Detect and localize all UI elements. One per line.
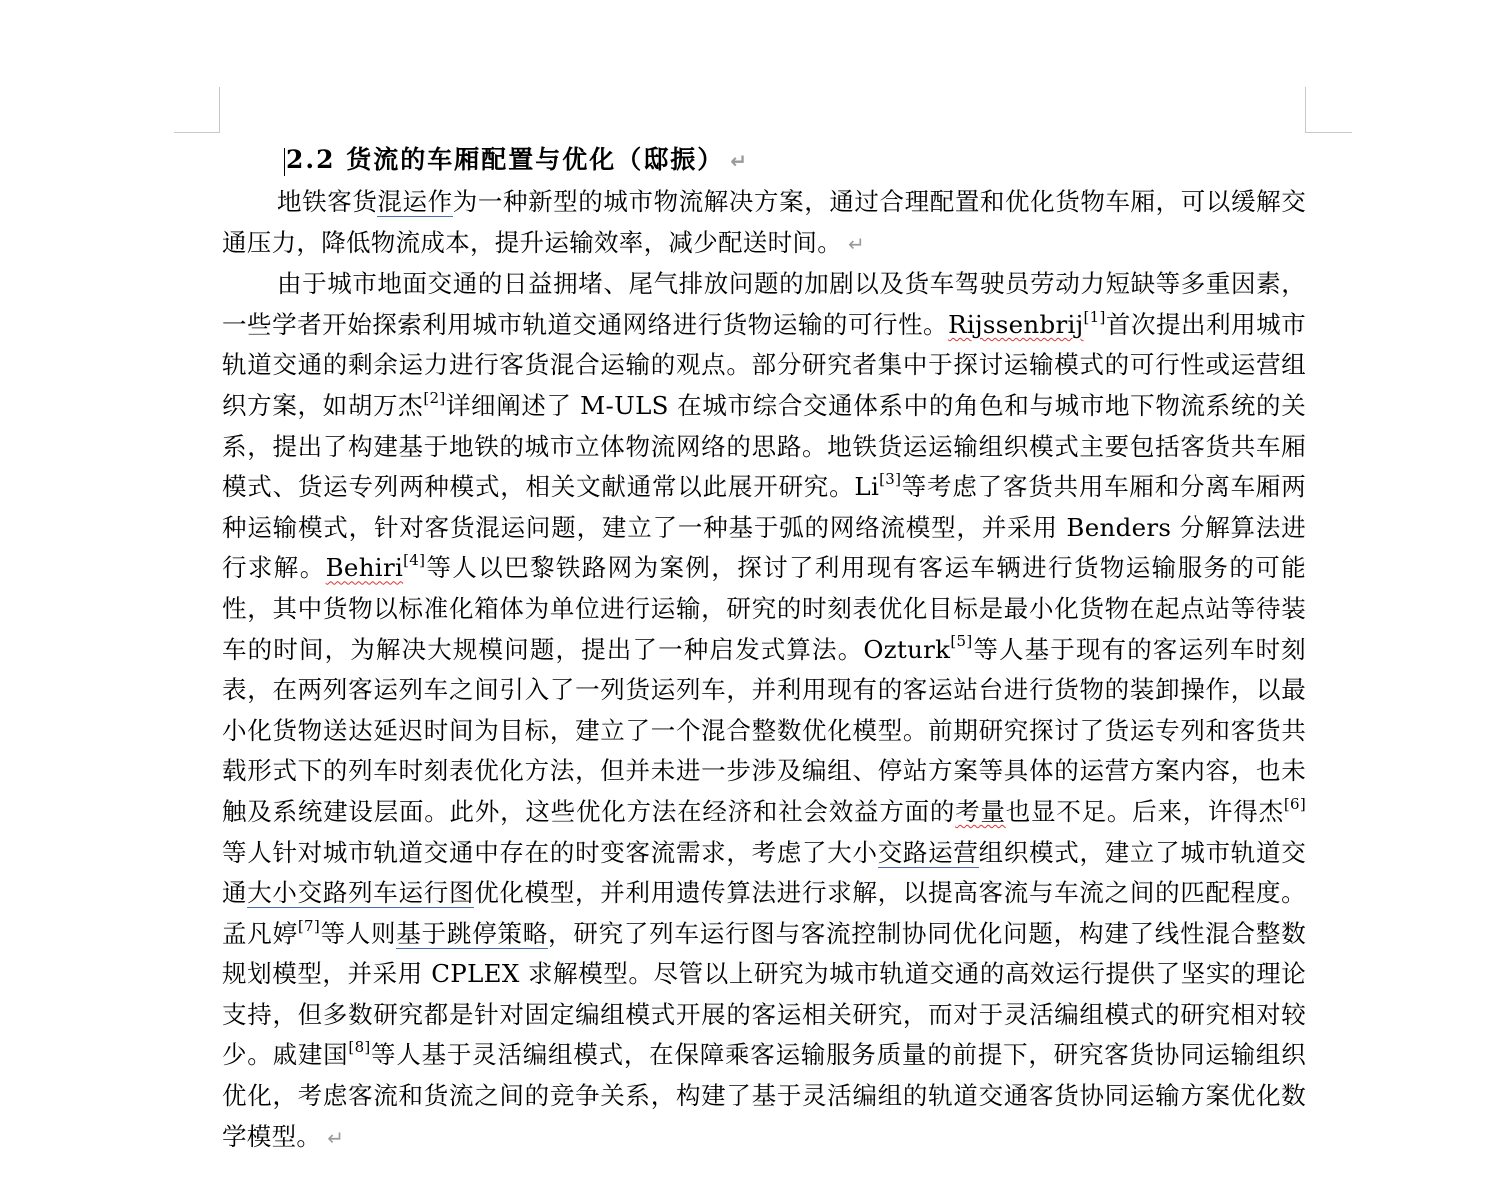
p2-text: 详细阐述了 M-ULS 在城市综合交通体系中的角色和与城市地下物流系统的关系，提出了构建基于地铁的城市立体物流网络的思路。地铁货运运输组织模式主要包括客货共车厢模式、货运专列两种模式，相关文献通常以此展开研究。Li: [222, 390, 1306, 502]
p2-text: 组织模式，建立了城市轨道交通: [222, 837, 1307, 908]
grammar-flag-jiaolu[interactable]: 交路运营: [877, 837, 979, 867]
citation-ref: [6]: [1283, 794, 1307, 813]
p2-text: 等人针对城市轨道交通中存在的时变客流需求，考虑了大小: [222, 837, 878, 867]
paragraph-mark-icon: ↵: [730, 149, 749, 173]
section-heading-text: 2.2 货流的车厢配置与优化（邸振）: [286, 145, 725, 174]
citation-ref: [3]: [879, 470, 902, 488]
document-body[interactable]: [222, 140, 1306, 1158]
crop-mark-top-left-horizontal: [174, 132, 220, 133]
paragraph-1[interactable]: [222, 182, 1306, 264]
p2-text: 也显不足。后来，许得杰: [1005, 796, 1284, 826]
section-heading: [222, 140, 1306, 180]
grammar-flag-tiaoting[interactable]: 基于跳停策略: [396, 918, 549, 948]
spelling-flag-behiri[interactable]: Behiri: [325, 553, 404, 583]
paragraph-mark-icon: ↵: [327, 1125, 345, 1150]
citation-ref: [5]: [950, 632, 973, 651]
citation-ref: [2]: [423, 388, 446, 407]
citation-ref: [4]: [403, 551, 426, 570]
p1-text-a: 地铁客货: [277, 187, 378, 216]
paragraph-2[interactable]: [222, 264, 1306, 1158]
crop-mark-top-right-vertical: [1305, 87, 1306, 133]
crop-mark-top-right-horizontal: [1305, 132, 1352, 133]
p2-text: 等人则: [320, 918, 397, 948]
crop-mark-top-left-vertical: [219, 87, 220, 133]
paragraph-mark-icon: ↵: [848, 231, 866, 256]
p2-text: 由于城市地面交通的日益拥堵、尾气排放问题的加剧以及货车驾驶员劳动力短缺等多重因素，一些学者开始探索利用城市轨道交通网络进行货物运输的可行性。: [222, 269, 1306, 339]
spelling-flag-kaoliang[interactable]: 考量: [955, 796, 1006, 826]
citation-ref: [1]: [1083, 307, 1106, 326]
p2-text: ，研究了列车运行图与客流控制协同优化问题，构建了线性混合整数规划模型，并采用 CPLEX 求解模型。尽管以上研究为城市轨道交通的高效运行提供了坚实的理论支持，但多数研究都是针对固定编组模式开展的客运相关研究，而对于灵活编组模式的研究相对较少。戚建国: [222, 918, 1307, 1070]
p2-text: 等人以巴黎铁路网为案例，探讨了利用现有客运车辆进行货物运输服务的可能性，其中货物以标准化箱体为单位进行运输，研究的时刻表优化目标是最小化货物在起点站等待装车的时间，为解决大规模问题，提出了一种启发式算法。Ozturk: [222, 553, 1306, 664]
p2-text: 优化模型，并利用遗传算法进行求解，以提高客流与车流之间的匹配程度。孟凡婷: [222, 878, 1306, 948]
p1-grammar-flag[interactable]: 混运作: [377, 187, 453, 216]
spelling-flag-rijssenbrij[interactable]: Rijssenbrij: [948, 309, 1084, 339]
grammar-flag-daxiao[interactable]: 大小交路列车运行图: [247, 878, 475, 908]
p2-text: 等人基于灵活编组模式，在保障乘客运输服务质量的前提下，研究客货协同运输组织优化，考虑客流和货流之间的竞争关系，构建了基于灵活编组的轨道交通客货协同运输方案优化数学模型。: [222, 1040, 1306, 1151]
text-cursor: [284, 148, 285, 176]
p2-text: 等考虑了客货共用车厢和分离车厢两种运输模式，针对客货混运问题，建立了一种基于弧的网络流模型，并采用 Benders 分解算法进行求解。: [222, 472, 1306, 583]
citation-ref: [8]: [348, 1038, 371, 1057]
citation-ref: [7]: [297, 916, 321, 935]
p1-text-c: 为一种新型的城市物流解决方案，通过合理配置和优化货物车厢，可以缓解交通压力，降低物流成本，提升运输效率，减少配送时间。: [222, 187, 1307, 257]
p2-text: 等人基于现有的客运列车时刻表，在两列客运列车之间引入了一列货运列车，并利用现有的客运站台进行货物的装卸操作，以最小化货物送达延迟时间为目标，建立了一个混合整数优化模型。前期研究探讨了货运专列和客货共载形式下的列车时刻表优化方法，但并未进一步涉及编组、停站方案等具体的运营方案内容，也未触及系统建设层面。此外，这些优化方法在经济和社会效益方面的: [222, 634, 1306, 826]
p2-text: 首次提出利用城市轨道交通的剩余运力进行客货混合运输的观点。部分研究者集中于探讨运输模式的可行性或运营组织方案，如胡万杰: [222, 309, 1306, 420]
